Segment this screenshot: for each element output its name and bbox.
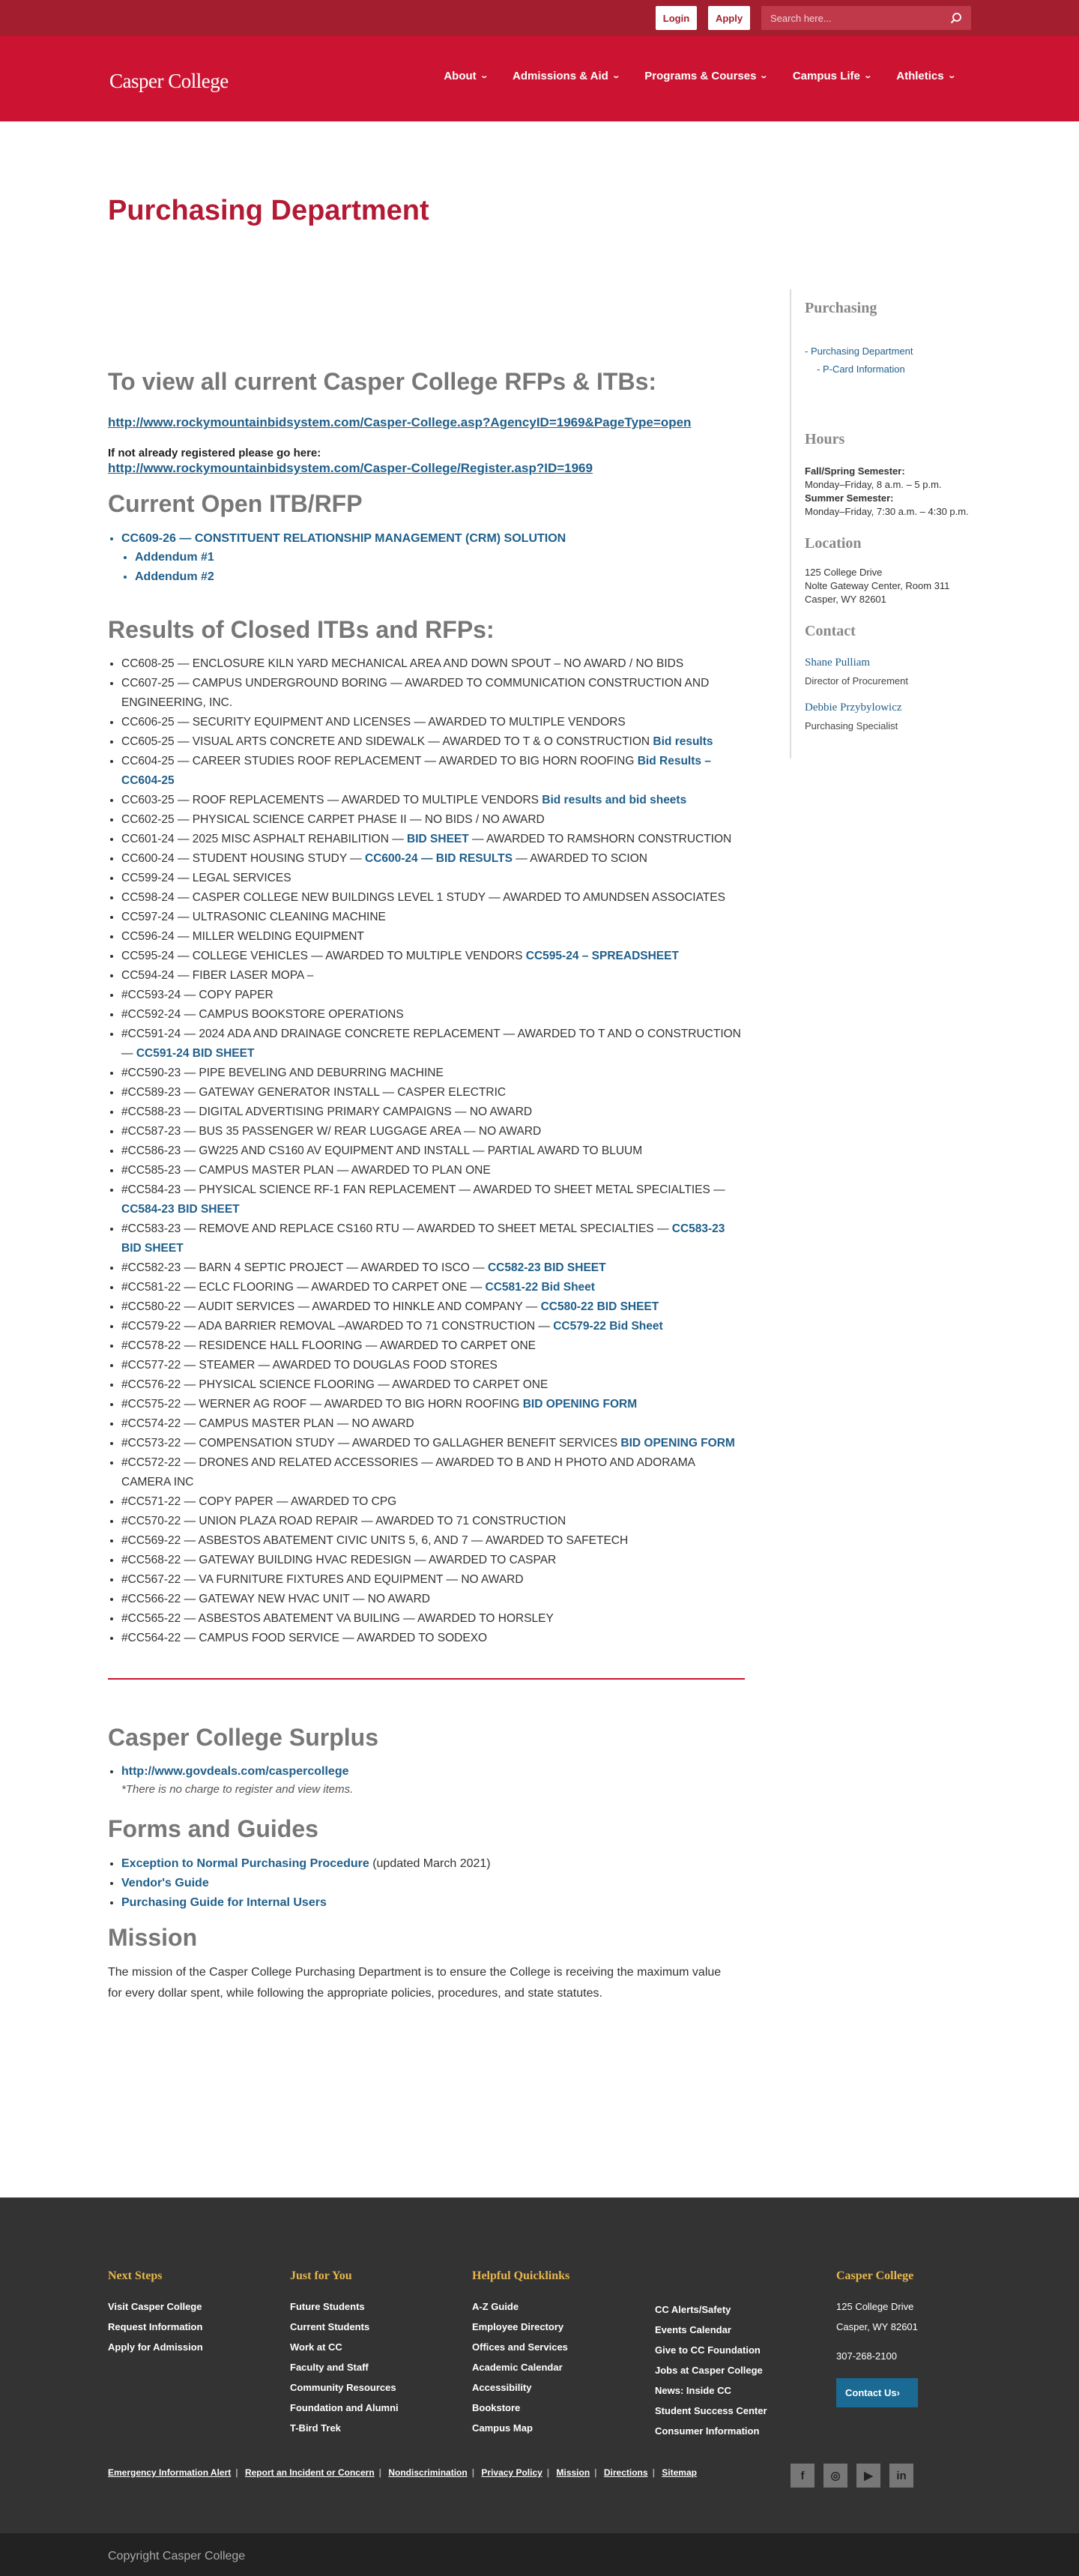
list-item xyxy=(121,1103,745,1122)
footer-link[interactable]: News: Inside CC xyxy=(655,2385,731,2396)
footer-heading: Helpful Quicklinks xyxy=(472,2269,570,2282)
list-item xyxy=(121,1317,745,1336)
footer-link[interactable]: Employee Directory xyxy=(472,2321,564,2332)
list-item xyxy=(121,1064,745,1083)
rfp-result-text: #CC589-23 — GATEWAY GENERATOR INSTALL — CASPER ELECTRIC xyxy=(121,1085,507,1099)
nav-admissions[interactable] xyxy=(513,70,619,82)
rfp-result-text: #CC593-24 — COPY PAPER xyxy=(121,988,273,1001)
content-area xyxy=(0,121,1079,2198)
list-item xyxy=(121,888,745,908)
page-title: Purchasing Department xyxy=(108,195,429,226)
footer-just-for-you xyxy=(290,2269,399,2438)
fallspring-label: Fall/Spring Semester: xyxy=(805,465,905,477)
addendum-2-link[interactable]: Addendum #2 xyxy=(135,570,214,583)
vendors-guide-link[interactable]: Vendor's Guide xyxy=(121,1876,209,1889)
copyright: Copyright Casper College xyxy=(0,2533,1079,2576)
list-item xyxy=(121,869,745,888)
list-item xyxy=(135,548,745,567)
list-item xyxy=(121,986,745,1005)
apply-button[interactable]: Apply xyxy=(708,6,750,30)
footer-quicklinks xyxy=(472,2269,569,2438)
sidebar-link-purchasing[interactable]: - Purchasing Department xyxy=(805,346,913,357)
list-item xyxy=(121,1356,745,1375)
rfp-result-text: #CC573-22 — COMPENSATION STUDY — AWARDED TO GALLAGHER BENEFIT SERVICES xyxy=(121,1436,621,1450)
list-item xyxy=(121,1122,745,1141)
list-item xyxy=(121,1854,745,1874)
rfp-result-text: #CC582-23 — BARN 4 SEPTIC PROJECT — AWARDED TO ISCO — xyxy=(121,1261,488,1274)
list-item xyxy=(121,1161,745,1180)
list-item xyxy=(121,1005,745,1025)
list-item xyxy=(121,713,745,732)
list-item xyxy=(121,674,745,713)
site-footer xyxy=(0,2198,1079,2533)
separator: | xyxy=(378,2467,382,2478)
nav-label: About xyxy=(444,70,477,82)
forms-heading: Forms and Guides xyxy=(108,1815,318,1843)
bid-sheet-link[interactable]: CC600-24 — BID RESULTS xyxy=(365,851,513,865)
rfp-result-text: #CC565-22 — ASBESTOS ABATEMENT VA BUILING — AWARDED TO HORSLEY xyxy=(121,1611,554,1625)
list-item xyxy=(121,908,745,927)
list-item xyxy=(121,1874,745,1893)
footer-link[interactable]: Community Resources xyxy=(290,2382,396,2393)
footer-address: 125 College Drive xyxy=(836,2301,914,2312)
rfp-result-text: #CC570-22 — UNION PLAZA ROAD REPAIR — AWARDED TO 71 CONSTRUCTION xyxy=(121,1514,566,1527)
contact-name-link[interactable]: Debbie Przybylowicz xyxy=(805,702,902,714)
surplus-note: *There is no charge to register and view items. xyxy=(121,1783,354,1797)
list-item xyxy=(121,1395,745,1414)
search-icon[interactable] xyxy=(950,12,962,24)
list-item xyxy=(121,732,745,752)
footer-bottom-link[interactable]: Nondiscrimination xyxy=(388,2467,468,2478)
closed-rfp-list xyxy=(121,654,745,1648)
hours-heading: Hours xyxy=(805,431,845,447)
exception-procedure-link[interactable]: Exception to Normal Purchasing Procedure xyxy=(121,1856,369,1870)
footer-link[interactable]: Future Students xyxy=(290,2301,365,2312)
list-item xyxy=(121,1141,745,1161)
rfp-result-text: #CC583-23 — REMOVE AND REPLACE CS160 RTU — AWARDED TO SHEET METAL SPECIALTIES — xyxy=(121,1222,672,1235)
rfp-result-text: CC597-24 — ULTRASONIC CLEANING MACHINE xyxy=(121,910,386,923)
footer-bottom-links xyxy=(108,2467,697,2478)
footer-bottom-link[interactable]: Report an Incident or Concern xyxy=(244,2467,375,2478)
chevron-right-icon: › xyxy=(896,2387,900,2398)
footer-link[interactable]: Jobs at Casper College xyxy=(655,2365,763,2376)
list-item xyxy=(121,1453,745,1492)
list-item xyxy=(121,1278,745,1297)
nav-about[interactable] xyxy=(444,70,487,82)
list-item xyxy=(121,1629,745,1648)
govdeals-link[interactable]: http://www.govdeals.com/caspercollege xyxy=(121,1765,349,1779)
mission-heading: Mission xyxy=(108,1923,198,1951)
list-item xyxy=(121,1297,745,1317)
footer-bottom-link[interactable]: Sitemap xyxy=(662,2467,697,2478)
separator: | xyxy=(235,2467,238,2478)
rfp-result-text: #CC566-22 — GATEWAY NEW HVAC UNIT — NO AWARD xyxy=(121,1592,430,1605)
rfp-result-text: CC602-25 — PHYSICAL SCIENCE CARPET PHASE II — NO BIDS / NO AWARD xyxy=(121,812,545,826)
rfp-heading: To view all current Casper College RFPs & ITBs: xyxy=(108,368,657,395)
closed-heading: Results of Closed ITBs and RFPs: xyxy=(108,615,495,643)
bid-sheet-link[interactable]: BID SHEET xyxy=(407,832,469,845)
mission-text: The mission of the Casper College Purchasing Department is to ensure the College is receiving the maximum value for every dollar spent, while following the appropriate policies, procedures, and state statutes. xyxy=(108,1966,722,2000)
list-item xyxy=(121,1434,745,1453)
footer-quicklinks-2 xyxy=(655,2299,767,2441)
list-item xyxy=(121,1531,745,1551)
rfp-result-text: #CC580-22 — AUDIT SERVICES — AWARDED TO HINKLE AND COMPANY — xyxy=(121,1300,541,1313)
footer-link[interactable]: Request Information xyxy=(108,2321,203,2332)
footer-link[interactable]: T-Bird Trek xyxy=(290,2422,341,2434)
chevron-down-icon: ⌄ xyxy=(759,72,769,80)
list-item xyxy=(121,752,745,791)
footer-link[interactable]: Events Calendar xyxy=(655,2324,731,2335)
nav-label: Admissions & Aid xyxy=(513,70,608,82)
footer-link[interactable]: Foundation and Alumni xyxy=(290,2402,399,2413)
list-item xyxy=(121,947,745,966)
list-item xyxy=(121,1512,745,1531)
search-input[interactable] xyxy=(770,13,950,24)
list-item xyxy=(121,1551,745,1570)
rfp-result-text: CC601-24 — 2025 MISC ASPHALT REHABILITION — xyxy=(121,832,408,845)
list-item xyxy=(135,567,745,587)
separator: | xyxy=(471,2467,475,2478)
utility-bar xyxy=(0,0,1079,36)
list-item xyxy=(121,1893,745,1913)
rfp-result-text: #CC574-22 — CAMPUS MASTER PLAN — NO AWARD xyxy=(121,1417,414,1430)
chevron-down-icon: ⌄ xyxy=(611,72,620,80)
separator: | xyxy=(546,2467,550,2478)
address-line: Nolte Gateway Center, Room 311 xyxy=(805,580,950,591)
bid-sheet-link[interactable]: CC581-22 Bid Sheet xyxy=(485,1280,595,1294)
rfp-result-text: CC599-24 — LEGAL SERVICES xyxy=(121,871,291,884)
bid-sheet-link[interactable]: BID OPENING FORM xyxy=(620,1436,735,1450)
surplus-list xyxy=(108,1762,745,1782)
list-item xyxy=(121,1180,745,1219)
bid-sheet-link[interactable]: CC579-22 Bid Sheet xyxy=(553,1319,663,1333)
site-logo[interactable]: Casper College xyxy=(109,70,229,92)
rfp-result-text: CC607-25 — CAMPUS UNDERGROUND BORING — AWARDED TO COMMUNICATION CONSTRUCTION AND ENGINEERING, INC. xyxy=(121,676,710,709)
footer-link[interactable]: Accessibility xyxy=(472,2382,532,2393)
rfp-result-text: #CC581-22 — ECLC FLOORING — AWARDED TO CARPET ONE — xyxy=(121,1280,486,1294)
list-item xyxy=(121,654,745,674)
rfp-result-text: #CC585-23 — CAMPUS MASTER PLAN — AWARDED TO PLAN ONE xyxy=(121,1163,491,1177)
rfp-result-text: #CC578-22 — RESIDENCE HALL FLOORING — AWARDED TO CARPET ONE xyxy=(121,1339,536,1352)
youtube-icon[interactable]: ▶ xyxy=(856,2464,880,2488)
rfp-result-text: #CC569-22 — ASBESTOS ABATEMENT CIVIC UNITS 5, 6, AND 7 — AWARDED TO SAFETECH xyxy=(121,1533,629,1547)
bid-sheet-link[interactable]: CC580-22 BID SHEET xyxy=(540,1300,659,1313)
main-nav xyxy=(418,70,955,82)
bid-sheet-link[interactable]: CC595-24 – SPREADSHEET xyxy=(525,949,679,962)
footer-bottom-link[interactable]: Mission xyxy=(556,2467,590,2478)
login-button[interactable]: Login xyxy=(656,6,697,30)
contact-name-link[interactable]: Shane Pulliam xyxy=(805,657,871,669)
footer-link[interactable]: Give to CC Foundation xyxy=(655,2344,761,2356)
open-heading: Current Open ITB/RFP xyxy=(108,490,363,518)
rfp-result-text: #CC564-22 — CAMPUS FOOD SERVICE — AWARDED TO SODEXO xyxy=(121,1631,488,1644)
rfp-result-text: #CC586-23 — GW225 AND CS160 AV EQUIPMENT AND INSTALL — PARTIAL AWARD TO BLUUM xyxy=(121,1144,643,1157)
footer-link[interactable]: Faculty and Staff xyxy=(290,2362,369,2373)
list-item xyxy=(121,529,745,587)
contact-us-button[interactable] xyxy=(836,2378,918,2407)
bid-sheet-link[interactable]: CC584-23 BID SHEET xyxy=(121,1202,240,1216)
list-item xyxy=(121,1025,745,1064)
footer-bottom-link[interactable]: Privacy Policy xyxy=(481,2467,542,2478)
list-item xyxy=(121,849,745,869)
rfp-result-text: #CC576-22 — PHYSICAL SCIENCE FLOORING — AWARDED TO CARPET ONE xyxy=(121,1378,548,1391)
main-content xyxy=(108,367,745,2004)
forms-list xyxy=(108,1854,745,1913)
section-divider xyxy=(108,1678,745,1680)
fallspring-hours: Monday–Friday, 8 a.m. – 5 p.m. xyxy=(805,479,942,490)
rfp-bid-system-link[interactable]: http://www.rockymountainbidsystem.com/Casper-College.asp?AgencyID=1969&PageType=open xyxy=(108,415,692,430)
rfp-result-text: CC608-25 — ENCLOSURE KILN YARD MECHANICAL AREA AND DOWN SPOUT – NO AWARD / NO BIDS xyxy=(121,657,684,670)
list-item xyxy=(121,1762,745,1782)
sidebar xyxy=(790,289,970,758)
nav-label: Campus Life xyxy=(792,70,860,82)
search-box xyxy=(761,6,971,30)
footer-link[interactable]: A-Z Guide xyxy=(472,2301,519,2312)
summer-hours: Monday–Friday, 7:30 a.m. – 4:30 p.m. xyxy=(805,506,969,517)
list-item xyxy=(121,1590,745,1609)
rfp-result-text: CC604-25 — CAREER STUDIES ROOF REPLACEMENT — AWARDED TO BIG HORN ROOFING xyxy=(121,754,638,767)
sidebar-heading: Purchasing xyxy=(805,300,877,316)
footer-link[interactable]: CC Alerts/Safety xyxy=(655,2304,731,2315)
footer-link[interactable]: Offices and Services xyxy=(472,2341,568,2353)
address-line: 125 College Drive xyxy=(805,567,883,578)
social-links xyxy=(791,2464,913,2488)
rfp-result-text: CC606-25 — SECURITY EQUIPMENT AND LICENSES — AWARDED TO MULTIPLE VENDORS xyxy=(121,715,626,729)
register-label: If not already registered please go here: xyxy=(108,447,321,460)
footer-heading: Next Steps xyxy=(108,2269,163,2282)
addendum-1-link[interactable]: Addendum #1 xyxy=(135,551,214,564)
rfp-result-text: #CC572-22 — DRONES AND RELATED ACCESSORIES — AWARDED TO B AND H PHOTO AND ADORAMA CAMERA INC xyxy=(121,1456,695,1488)
nav-label: Athletics xyxy=(896,70,944,82)
list-item xyxy=(121,830,745,849)
instagram-icon[interactable]: ◎ xyxy=(823,2464,847,2488)
nav-campus-life[interactable] xyxy=(793,70,871,82)
surplus-heading: Casper College Surplus xyxy=(108,1723,378,1751)
footer-heading: Casper College xyxy=(836,2269,914,2282)
rfp-result-text: CC605-25 — VISUAL ARTS CONCRETE AND SIDEWALK — AWARDED TO T & O CONSTRUCTION xyxy=(121,735,653,748)
footer-bottom-link[interactable]: Directions xyxy=(603,2467,648,2478)
rfp-result-text: #CC588-23 — DIGITAL ADVERTISING PRIMARY CAMPAIGNS — NO AWARD xyxy=(121,1105,533,1118)
rfp-result-text: CC603-25 — ROOF REPLACEMENTS — AWARDED TO MULTIPLE VENDORS xyxy=(121,793,542,806)
chevron-down-icon: ⌄ xyxy=(479,72,489,80)
list-item xyxy=(121,1083,745,1103)
rfp-result-text: #CC592-24 — CAMPUS BOOKSTORE OPERATIONS xyxy=(121,1007,404,1021)
rfp-result-text: CC595-24 — COLLEGE VEHICLES — AWARDED TO MULTIPLE VENDORS xyxy=(121,949,526,962)
register-link[interactable]: http://www.rockymountainbidsystem.com/Casper-College/Register.asp?ID=1969 xyxy=(108,461,593,476)
facebook-icon[interactable]: f xyxy=(791,2464,814,2488)
footer-bottom-link[interactable]: Emergency Information Alert xyxy=(108,2467,232,2478)
rfp-result-text: #CC575-22 — WERNER AG ROOF — AWARDED TO BIG HORN ROOFING xyxy=(121,1397,523,1411)
rfp-result-text: #CC568-22 — GATEWAY BUILDING HVAC REDESIGN — AWARDED TO CASPAR xyxy=(121,1553,557,1566)
open-rfp-list xyxy=(121,529,745,587)
footer-link[interactable]: Apply for Admission xyxy=(108,2341,203,2353)
chevron-down-icon: ⌄ xyxy=(946,72,956,80)
footer-next-steps xyxy=(108,2269,203,2357)
footer-link[interactable]: Student Success Center xyxy=(655,2405,767,2416)
bid-sheet-link[interactable]: Bid results and bid sheets xyxy=(542,793,687,806)
form-note: (updated March 2021) xyxy=(369,1856,491,1870)
separator: | xyxy=(652,2467,655,2478)
contact-heading: Contact xyxy=(805,623,856,639)
nav-label: Programs & Courses xyxy=(644,70,757,82)
rfp-result-text: #CC579-22 — ADA BARRIER REMOVAL –AWARDED TO 71 CONSTRUCTION — xyxy=(121,1319,554,1333)
rfp-result-text: #CC567-22 — VA FURNITURE FIXTURES AND EQUIPMENT — NO AWARD xyxy=(121,1572,524,1586)
nav-athletics[interactable] xyxy=(896,70,955,82)
list-item xyxy=(121,1414,745,1434)
footer-link[interactable]: Work at CC xyxy=(290,2341,342,2353)
separator: | xyxy=(594,2467,597,2478)
footer-college-info xyxy=(836,2269,918,2407)
list-item xyxy=(121,966,745,986)
footer-link[interactable]: Visit Casper College xyxy=(108,2301,202,2312)
bid-sheet-link[interactable]: CC583-23 BID SHEET xyxy=(121,1222,725,1255)
bid-sheet-link[interactable]: BID OPENING FORM xyxy=(522,1397,638,1411)
address-line: Casper, WY 82601 xyxy=(805,594,886,605)
list-item xyxy=(121,810,745,830)
footer-link[interactable]: Consumer Information xyxy=(655,2425,760,2437)
location-heading: Location xyxy=(805,535,862,552)
rfp-result-text: CC600-24 — STUDENT HOUSING STUDY — xyxy=(121,851,365,865)
bid-sheet-link[interactable]: CC591-24 BID SHEET xyxy=(136,1046,255,1060)
list-item xyxy=(121,791,745,810)
rfp-result-text: #CC571-22 — COPY PAPER — AWARDED TO CPG xyxy=(121,1494,397,1508)
list-item xyxy=(121,1219,745,1258)
rfp-result-text: #CC577-22 — STEAMER — AWARDED TO DOUGLAS FOOD STORES xyxy=(121,1358,498,1372)
rfp-result-text: #CC584-23 — PHYSICAL SCIENCE RF-1 FAN REPLACEMENT — AWARDED TO SHEET METAL SPECIALTIES — xyxy=(121,1183,725,1196)
chevron-down-icon: ⌄ xyxy=(863,72,872,80)
rfp-result-text: CC598-24 — CASPER COLLEGE NEW BUILDINGS LEVEL 1 STUDY — AWARDED TO AMUNDSEN ASSOCIATES xyxy=(121,890,725,904)
rfp-result-suffix: — AWARDED TO SCION xyxy=(512,851,647,865)
nav-programs[interactable] xyxy=(644,70,767,82)
rfp-result-text: CC596-24 — MILLER WELDING EQUIPMENT xyxy=(121,929,364,943)
footer-link[interactable]: Academic Calendar xyxy=(472,2362,563,2373)
rfp-result-text: #CC591-24 — 2024 ADA AND DRAINAGE CONCRETE REPLACEMENT — AWARDED TO T AND O CONSTRUCTION — xyxy=(121,1027,741,1060)
footer-link[interactable]: Current Students xyxy=(290,2321,370,2332)
contact-role: Purchasing Specialist xyxy=(805,720,898,732)
sidebar-link-pcard[interactable]: - P-Card Information xyxy=(817,364,905,375)
internal-guide-link[interactable]: Purchasing Guide for Internal Users xyxy=(121,1895,327,1909)
rfp-result-text: #CC587-23 — BUS 35 PASSENGER W/ REAR LUGGAGE AREA — NO AWARD xyxy=(121,1124,542,1138)
rfp-result-suffix: — AWARDED TO RAMSHORN CONSTRUCTION xyxy=(468,832,732,845)
button-label: Contact Us xyxy=(845,2387,897,2398)
footer-phone: 307-268-2100 xyxy=(836,2350,897,2362)
bid-sheet-link[interactable]: Bid Results – CC604-25 xyxy=(121,754,711,787)
footer-link[interactable]: Bookstore xyxy=(472,2402,521,2413)
list-item xyxy=(121,1258,745,1278)
open-rfp-link[interactable]: CC609-26 — CONSTITUENT RELATIONSHIP MANAGEMENT (CRM) SOLUTION xyxy=(121,531,566,545)
list-item xyxy=(121,1375,745,1395)
rfp-result-text: #CC590-23 — PIPE BEVELING AND DEBURRING MACHINE xyxy=(121,1066,444,1079)
list-item xyxy=(121,1492,745,1512)
linkedin-icon[interactable]: in xyxy=(889,2464,913,2488)
bid-sheet-link[interactable]: CC582-23 BID SHEET xyxy=(487,1261,606,1274)
rfp-result-text: CC594-24 — FIBER LASER MOPA – xyxy=(121,968,314,982)
footer-link[interactable]: Campus Map xyxy=(472,2422,533,2434)
contact-role: Director of Procurement xyxy=(805,675,908,687)
footer-heading: Just for You xyxy=(290,2269,352,2282)
list-item xyxy=(121,1609,745,1629)
summer-label: Summer Semester: xyxy=(805,492,894,504)
footer-address: Casper, WY 82601 xyxy=(836,2321,918,2332)
bid-sheet-link[interactable]: Bid results xyxy=(653,735,713,748)
list-item xyxy=(121,1336,745,1356)
list-item xyxy=(121,927,745,947)
site-header xyxy=(0,36,1079,121)
list-item xyxy=(121,1570,745,1590)
